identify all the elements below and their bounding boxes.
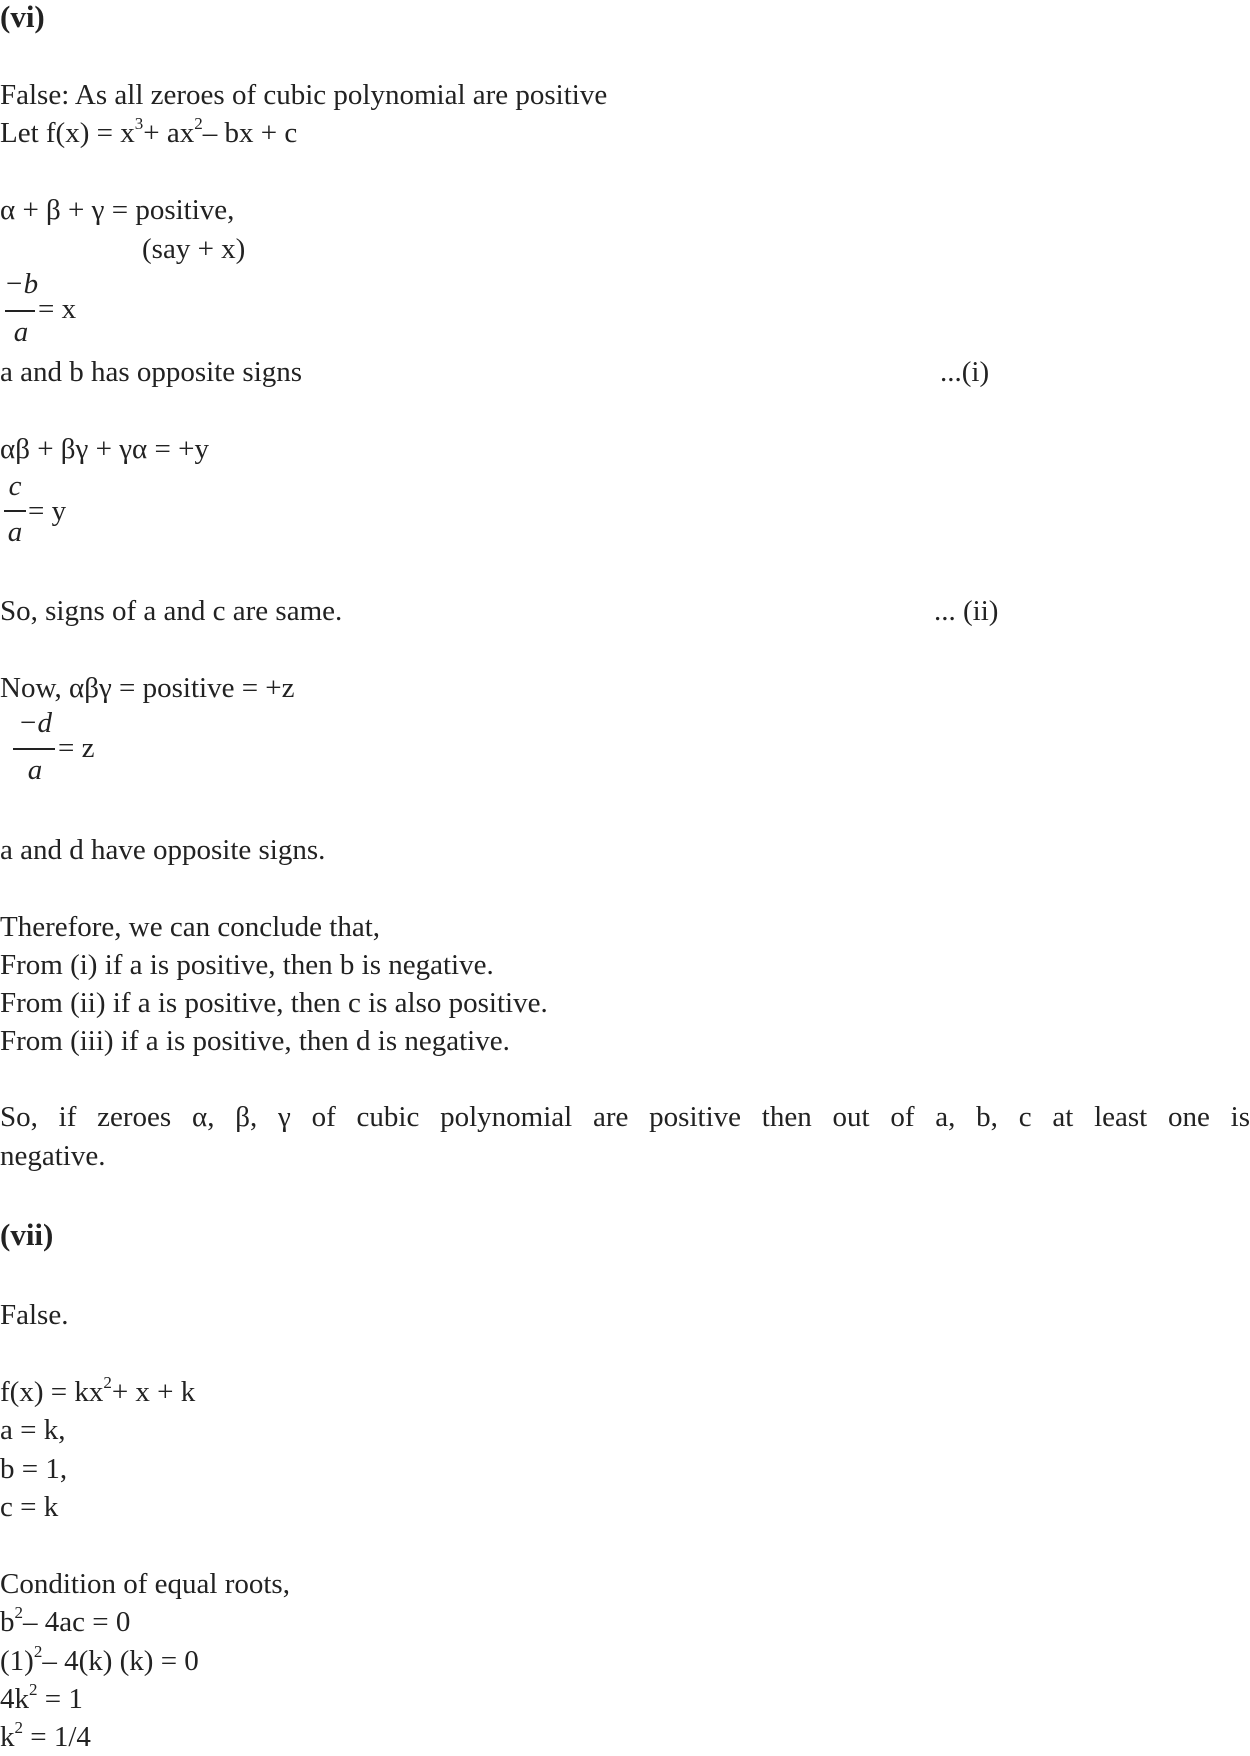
product-sum-line: αβ + βγ + γα = +y: [0, 433, 209, 465]
exponent: 2: [14, 1718, 23, 1737]
text-line: Condition of equal roots,: [0, 1568, 290, 1600]
conclusion-line: So, if zeroes α, β, γ of cubic polynomial are positive then out of a, b, c at least one is: [0, 1101, 1250, 1133]
heading-vi: (vi): [0, 0, 45, 34]
exponent: 2: [33, 1642, 43, 1661]
polynomial-line: [0, 1373, 195, 1411]
exponent: 2: [14, 1603, 23, 1622]
equation-line: [0, 1718, 91, 1756]
text-line: From (iii) if a is positive, then d is negative.: [0, 1025, 510, 1057]
text-line: So, signs of a and c are same.: [0, 595, 343, 627]
numerator: −b: [4, 268, 39, 300]
text-line: a and d have opposite signs.: [0, 834, 326, 866]
denominator: a: [27, 754, 43, 786]
sum-of-roots-line: α + β + γ = positive,: [0, 194, 235, 226]
denominator: a: [13, 316, 29, 348]
fraction-bar: [5, 310, 35, 312]
exponent: 3: [134, 114, 144, 133]
say-x-line: (say + x): [142, 233, 246, 265]
numerator: c: [8, 470, 22, 502]
text-line: a = k,: [0, 1414, 66, 1446]
equation-line: [0, 1680, 83, 1718]
text-line: From (ii) if a is positive, then c is also positive.: [0, 987, 548, 1019]
text: Let f(x) = x: [0, 117, 135, 149]
exponent: 2: [194, 114, 203, 133]
text: – 4ac = 0: [23, 1606, 131, 1638]
rhs: = z: [58, 732, 95, 764]
text: b: [0, 1606, 15, 1638]
product-line: Now, αβγ = positive = +z: [0, 672, 295, 704]
text: (1): [0, 1645, 34, 1677]
rhs: = x: [38, 293, 77, 325]
denominator: a: [7, 516, 23, 548]
statement-line: False: As all zeroes of cubic polynomial are positive: [0, 79, 608, 111]
polynomial-line: [0, 114, 297, 152]
text-line: a and b has opposite signs: [0, 356, 303, 388]
equation-line: [0, 1603, 130, 1641]
text: – 4(k) (k) = 0: [42, 1645, 199, 1677]
equation-tag: ... (ii): [934, 595, 999, 627]
text: + x + k: [111, 1376, 196, 1408]
text: f(x) = kx: [0, 1376, 104, 1408]
exponent: 2: [29, 1680, 38, 1699]
text: = 1/4: [23, 1721, 91, 1753]
text-line: False.: [0, 1299, 69, 1331]
fraction-bar: [4, 510, 26, 512]
equation-tag: ...(i): [940, 356, 990, 388]
text: + ax: [143, 117, 195, 149]
text-line: From (i) if a is positive, then b is negative.: [0, 949, 494, 981]
text: – bx + c: [202, 117, 298, 149]
conclusion-line-end: negative.: [0, 1140, 106, 1172]
text-line: b = 1,: [0, 1453, 68, 1485]
equation-line: [0, 1642, 199, 1680]
text: k: [0, 1721, 15, 1753]
heading-vii: (vii): [0, 1217, 54, 1252]
rhs: = y: [28, 495, 67, 527]
text: 4k: [0, 1683, 29, 1715]
numerator: −d: [17, 707, 53, 739]
text-line: c = k: [0, 1491, 59, 1523]
text: = 1: [37, 1683, 83, 1715]
text-line: Therefore, we can conclude that,: [0, 911, 381, 943]
fraction-bar: [13, 748, 55, 750]
exponent: 2: [103, 1373, 112, 1392]
